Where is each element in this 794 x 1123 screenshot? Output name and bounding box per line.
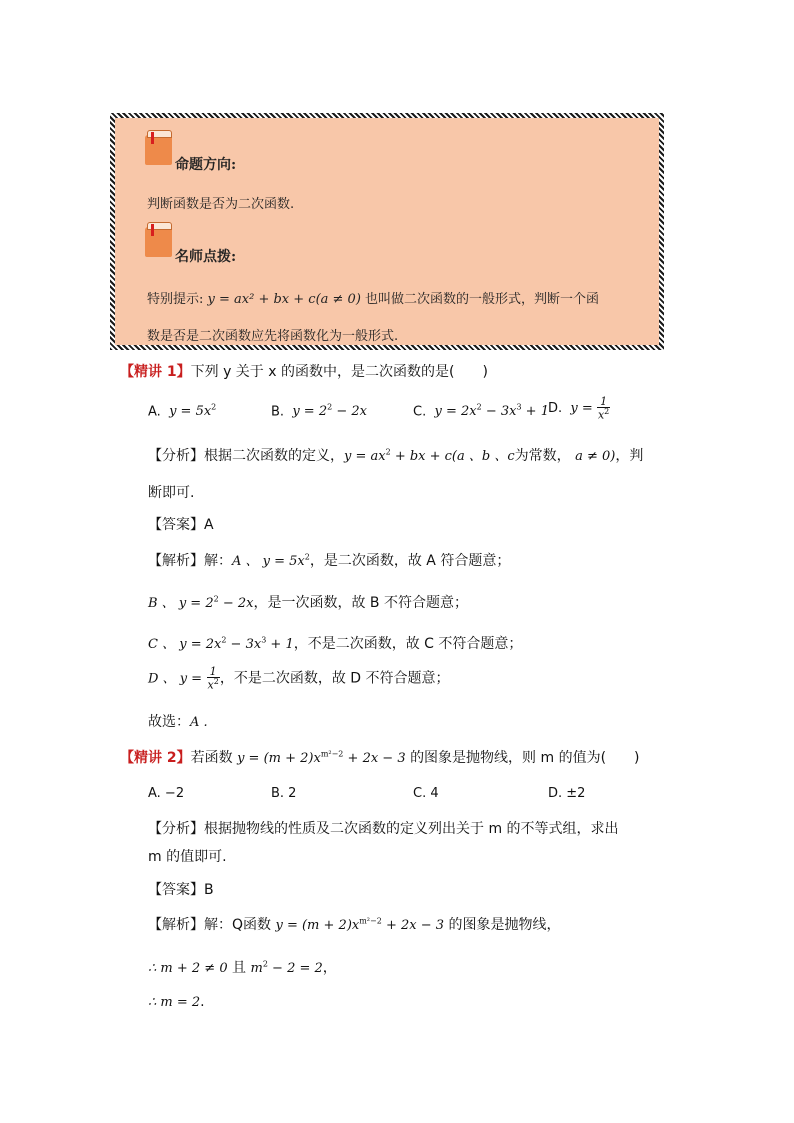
ex1-question: 【精讲 1】下列 y 关于 x 的函数中，是二次函数的是( ) (120, 364, 488, 380)
tip-heading-direction: 命题方向: (175, 157, 237, 173)
formula-general-form: y = ax² + bx + c(a ≠ 0) (207, 292, 361, 307)
ex2-analysis: 【分析】根据抛物线的性质及二次函数的定义列出关于 m 的不等式组，求出 (148, 821, 619, 837)
ex2-analysis-cont: m 的值即可. (148, 849, 227, 865)
ex2-question: 【精讲 2】若函数 $y = (m + 2)x^{m^2-2} + 2x - 3$ 的图象是抛物线，则 m 的值为( ) (120, 749, 640, 766)
tip-text-direction: 判断函数是否为二次函数. (147, 197, 295, 212)
ex1-option-b: B. $y = 2^2 - 2x$ (271, 403, 367, 420)
tip-box (110, 113, 664, 350)
ex2-option-c: C. 4 (413, 786, 439, 801)
ex1-choose: 故选：A . (148, 714, 208, 730)
ex1-tag: 【精讲 1】 (120, 364, 191, 380)
tip-text-hint-2: 数是否是二次函数应先将函数化为一般形式. (147, 329, 399, 344)
ex2-tag: 【精讲 2】 (120, 750, 191, 766)
ex2-option-b: B. 2 (271, 786, 297, 801)
ex1-option-d: D. y = $\frac{1}{x^2}$ (548, 395, 610, 422)
ex1-solution-b: B 、 $y = 2^2 - 2x$，是一次函数，故 B 不符合题意； (148, 594, 468, 611)
tip-text-hint: 特别提示: y = ax² + bx + c(a ≠ 0) 也叫做二次函数的一般形式，判断一个函 (147, 292, 600, 307)
ex2-option-d: D. ±2 (548, 786, 586, 801)
ex2-step-2: ∴ m = 2. (148, 994, 205, 1010)
ex2-step-1: ∴ m + 2 ≠ 0 且 $m^2 - 2 = 2$， (148, 959, 337, 976)
ex2-answer: 【答案】B (148, 882, 214, 898)
ex1-solution-d: D 、 y = $\frac{1}{x^2}$ ，不是二次函数，故 D 不符合题意； (148, 665, 450, 692)
ex1-solution-a: 【解析】解：A 、 $y = 5x^2$，是二次函数，故 A 符合题意； (148, 552, 511, 569)
ex2-solution: 【解析】解：Q函数 $y = (m + 2)x^{m^2-2} + 2x - 3$ 的图象是抛物线， (148, 916, 561, 933)
ex1-option-a: A. $y = 5x^2$ (148, 403, 217, 420)
tip-heading-teacher: 名师点拨: (175, 249, 237, 265)
ex1-analysis-cont: 断即可. (148, 485, 195, 501)
ex2-option-a: A. −2 (148, 786, 185, 801)
tip-inner (115, 118, 659, 345)
ex1-answer: 【答案】A (148, 517, 214, 533)
book-icon (145, 130, 172, 165)
ex1-option-c: C. $y = 2x^2 - 3x^3 + 1$ (413, 403, 549, 420)
ex1-analysis: 【分析】根据二次函数的定义，$y = ax^2$ + bx + c(a 、b 、c为常数， a ≠ 0)，判 (148, 447, 644, 464)
book-icon (145, 222, 172, 257)
ex1-solution-c: C 、 $y = 2x^2 - 3x^3 + 1$，不是二次函数，故 C 不符合题意； (148, 635, 523, 652)
